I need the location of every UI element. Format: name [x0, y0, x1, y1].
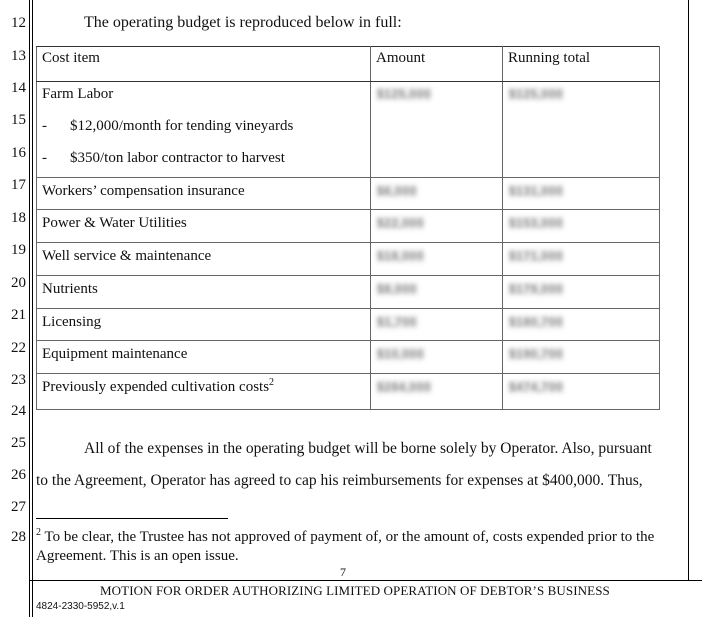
- cost-item-cell: Workers’ compensation insurance: [37, 178, 371, 210]
- redacted-amount: $284,000: [377, 380, 432, 394]
- redacted-amount: $18,000: [377, 249, 424, 263]
- right-margin-line: [688, 0, 689, 580]
- line-number: 27: [11, 499, 26, 515]
- redacted-running-total: $153,000: [509, 216, 564, 230]
- list-dash: -: [42, 149, 47, 166]
- table-header-row: [37, 47, 660, 82]
- redacted-amount: $8,000: [377, 282, 417, 296]
- line-number: 22: [11, 340, 26, 356]
- redacted-running-total: $179,000: [509, 282, 564, 296]
- body-paragraph-line-1: All of the expenses in the operating budget will be borne solely by Operator. Also, pursuant: [84, 440, 652, 457]
- redacted-amount: $1,700: [377, 315, 417, 329]
- list-dash: -: [42, 117, 47, 134]
- line-number: 24: [11, 403, 26, 419]
- line-number: 13: [11, 48, 26, 64]
- sub-item-text: $350/ton labor contractor to harvest: [70, 149, 285, 166]
- header-cost-item: Cost item: [37, 47, 371, 82]
- table-row: [37, 210, 660, 243]
- line-number: 20: [11, 275, 26, 291]
- line-number: 21: [11, 307, 26, 323]
- footnote-separator: [36, 518, 228, 519]
- line-number: 12: [11, 15, 26, 31]
- cost-item-cell: Nutrients: [37, 276, 371, 309]
- line-number: 17: [11, 177, 26, 193]
- cost-item-cell: Well service & maintenance: [37, 243, 371, 276]
- line-number: 15: [11, 112, 26, 128]
- table-row: [37, 276, 660, 309]
- left-margin-line-outer: [29, 0, 30, 617]
- footnote-reference: 2: [269, 377, 275, 388]
- table-row: [37, 309, 660, 341]
- line-number: 19: [11, 242, 26, 258]
- operating-budget-table: [36, 46, 660, 410]
- footnote-text: To be clear, the Trustee has not approved of payment of, or the amount of, costs expended prior to the Agreement. This is an open issue.: [36, 529, 655, 564]
- redacted-running-total: $171,000: [509, 249, 564, 263]
- intro-sentence: The operating budget is reproduced below in full:: [84, 14, 402, 31]
- table-row: [37, 178, 660, 210]
- line-number: 25: [11, 435, 26, 451]
- body-paragraph-line-2: to the Agreement, Operator has agreed to cap his reimbursements for expenses at $400,000. Thus,: [36, 472, 643, 489]
- line-number: 18: [11, 210, 26, 226]
- footnote-mark: 2: [36, 527, 41, 538]
- redacted-amount: $22,000: [377, 216, 424, 230]
- cost-item-cell: Farm Labor: [37, 82, 371, 114]
- redacted-amount: $10,000: [377, 347, 424, 361]
- header-running-total: Running total: [503, 47, 660, 82]
- redacted-running-total: $125,000: [509, 87, 564, 101]
- table-row: [37, 82, 660, 114]
- table-subrow: [37, 114, 660, 146]
- redacted-running-total: $474,700: [509, 380, 564, 394]
- cost-item-cell: Previously expended cultivation costs$^2$: [37, 374, 371, 410]
- line-number: 26: [11, 467, 26, 483]
- page-number: 7: [340, 565, 346, 579]
- left-margin-line-inner: [32, 0, 33, 617]
- table-row: [37, 243, 660, 276]
- redacted-running-total: $180,700: [509, 315, 564, 329]
- footnote: [36, 528, 680, 566]
- redacted-amount: $6,000: [377, 184, 417, 198]
- table-row: [37, 374, 660, 410]
- table-row: [37, 341, 660, 374]
- cost-item-cell: Power & Water Utilities: [37, 210, 371, 243]
- sub-item-text: $12,000/month for tending vineyards: [70, 117, 294, 134]
- cost-item-cell: Licensing: [37, 309, 371, 341]
- footer-title: MOTION FOR ORDER AUTHORIZING LIMITED OPERATION OF DEBTOR’S BUSINESS: [100, 583, 610, 598]
- redacted-running-total: $131,000: [509, 184, 564, 198]
- redacted-amount: $125,000: [377, 87, 432, 101]
- line-number: 28: [11, 529, 26, 545]
- line-number: 14: [11, 80, 26, 96]
- line-number: 16: [11, 145, 26, 161]
- header-amount: Amount: [371, 47, 503, 82]
- footer-rule: [30, 580, 702, 581]
- redacted-running-total: $190,700: [509, 347, 564, 361]
- table-subrow: [37, 146, 660, 178]
- cost-item-cell: Equipment maintenance: [37, 341, 371, 374]
- document-id: 4824-2330-5952,v.1: [36, 601, 125, 612]
- line-number: 23: [11, 372, 26, 388]
